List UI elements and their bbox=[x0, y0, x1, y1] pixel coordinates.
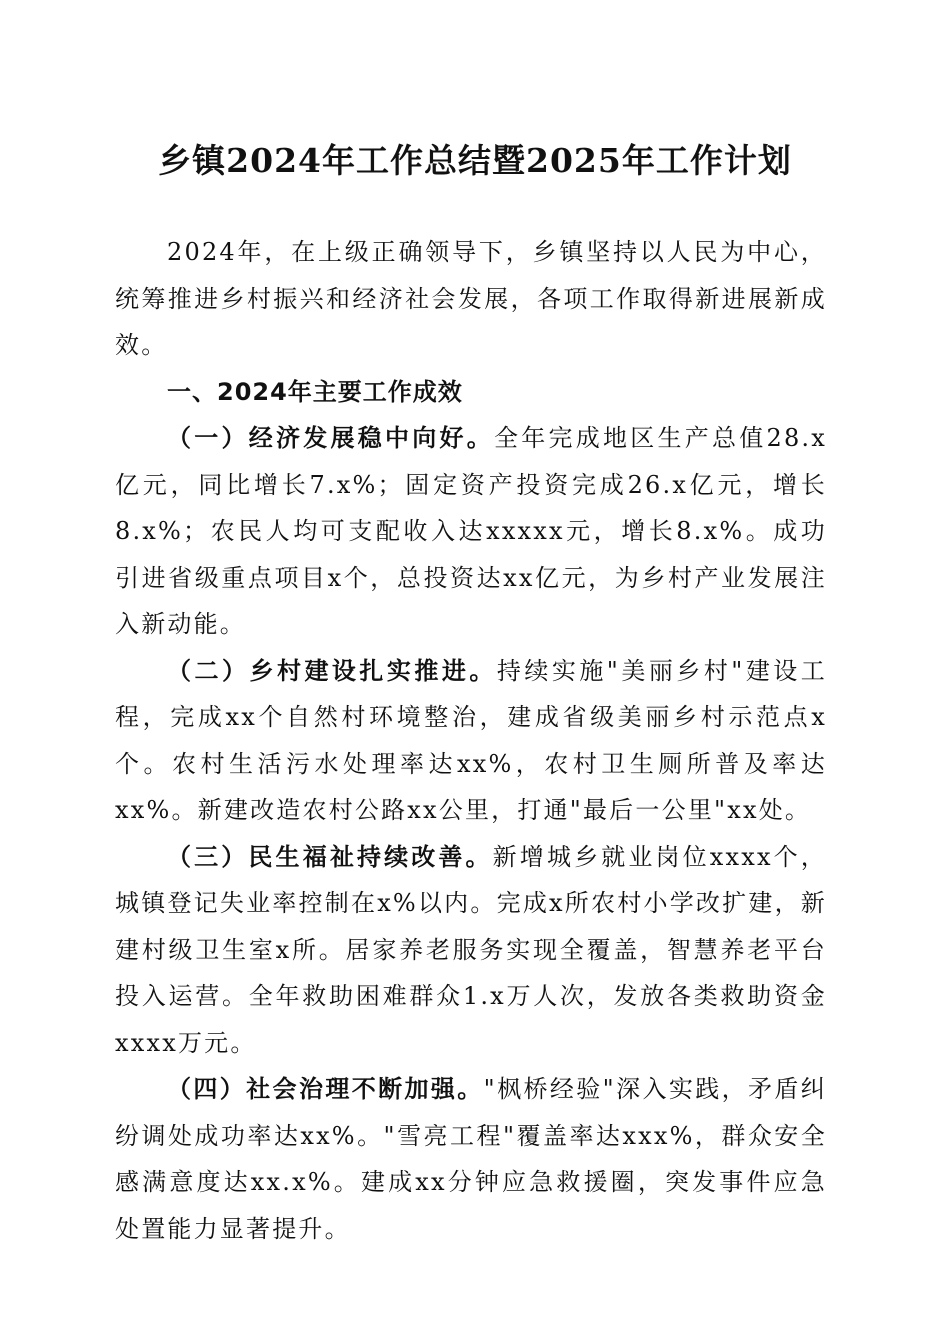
document-body bbox=[115, 229, 827, 1252]
subheading-rural-construction: （二）乡村建设扎实推进。 bbox=[167, 655, 497, 685]
paragraph-livelihood bbox=[115, 834, 827, 1067]
paragraph-text: 全年完成地区生产总值28.x亿元，同比增长7.x%；固定资产投资完成26.x亿元，增长8.x%；农民人均可支配收入达xxxxx元，增长8.x%。成功引进省级重点项目x个，总投资达xx亿元，为乡村产业发展注入新动能。 bbox=[115, 424, 827, 638]
paragraph-governance bbox=[115, 1066, 827, 1252]
paragraph-text: 持续实施"美丽乡村"建设工程，完成xx个自然村环境整治，建成省级美丽乡村示范点x个。农村生活污水处理率达xx%，农村卫生厕所普及率达xx%。新建改造农村公路xx公里，打通"最后一公里"xx处。 bbox=[115, 656, 827, 824]
subheading-governance: （四）社会治理不断加强。 bbox=[167, 1074, 484, 1103]
paragraph-text: "枫桥经验"深入实践，矛盾纠纷调处成功率达xx%。"雪亮工程"覆盖率达xxx%，群众安全感满意度达xx.x%。建成xx分钟应急救援圈，突发事件应急处置能力显著提升。 bbox=[115, 1075, 827, 1243]
paragraph-text: 新增城乡就业岗位xxxx个，城镇登记失业率控制在x%以内。完成x所农村小学改扩建，新建村级卫生室x所。居家养老服务实现全覆盖，智慧养老平台投入运营。全年救助困难群众1.x万人次，发放各类救助资金xxxx万元。 bbox=[115, 842, 827, 1057]
intro-paragraph: 2024年，在上级正确领导下，乡镇坚持以人民为中心，统筹推进乡村振兴和经济社会发展，各项工作取得新进展新成效。 bbox=[115, 238, 827, 359]
subheading-economy: （一）经济发展稳中向好。 bbox=[167, 423, 494, 452]
paragraph-economy bbox=[115, 415, 827, 648]
subheading-livelihood: （三）民生福祉持续改善。 bbox=[167, 841, 493, 871]
document-title: 乡镇2024年工作总结暨2025年工作计划 bbox=[158, 141, 792, 180]
section-heading: 一、2024年主要工作成效 bbox=[167, 377, 463, 406]
paragraph-rural-construction bbox=[115, 648, 827, 834]
